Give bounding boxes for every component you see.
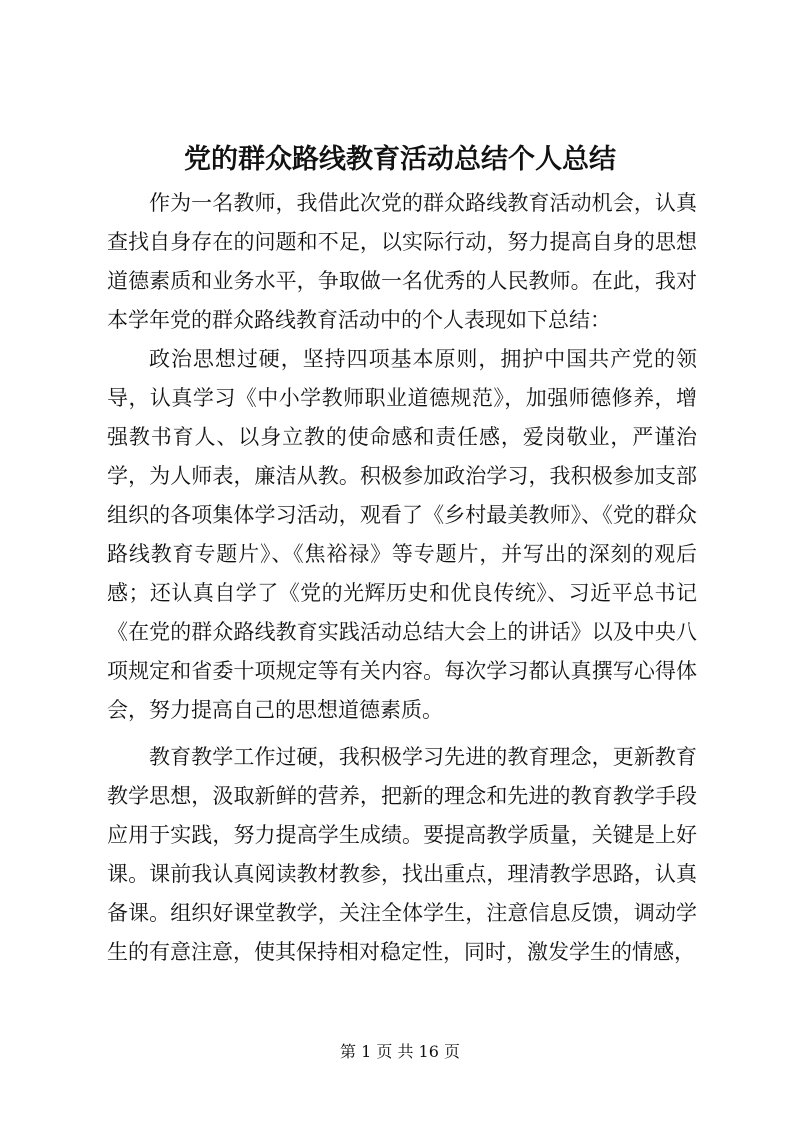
page-footer: 第 1 页 共 16 页 <box>340 1042 460 1061</box>
document-title: 党的群众路线教育活动总结个人总结 <box>184 144 616 175</box>
paragraph-political: 政治思想过硬，坚持四项基本原则，拥护中国共产党的领导，认真学习《中小学教师职业道德规范》，加强师德修养，增强教书育人、以身立教的使命感和责任感，爱岗敬业，严谨治学，为人师表，廉洁从教。积极参加政治学习，我积极参加支部组织的各项集体学习活动，观看了《乡村最美教师》、《党的群众路线教育专题片》、《焦裕禄》等专题片，并写出的深刻的观后感；还认真自学了《党的光辉历史和优良传统》、习近平总书记《在党的群众路线教育实践活动总结大会上的讲话》以及中央八项规定和省委十项规定等有关内容。每次学习都认真撰写心得体会，努力提高自己的思想道德素质。 <box>107 347 697 722</box>
document-body <box>107 184 697 972</box>
paragraph-teaching: 教育教学工作过硬，我积极学习先进的教育理念，更新教育教学思想，汲取新鲜的营养，把新的理念和先进的教育教学手段应用于实践，努力提高学生成绩。要提高教学质量，关键是上好课。课前我认真阅读教材教参，找出重点，理清教学思路，认真备课。组织好课堂教学，关注全体学生，注意信息反馈，调动学生的有意注意，使其保持相对稳定性，同时，激发学生的情感， <box>107 745 697 964</box>
paragraph-intro: 作为一名教师，我借此次党的群众路线教育活动机会，认真查找自身存在的问题和不足，以实际行动，努力提高自身的思想道德素质和业务水平，争取做一名优秀的人民教师。在此，我对本学年党的群众路线教育活动中的个人表现如下总结： <box>107 191 697 332</box>
